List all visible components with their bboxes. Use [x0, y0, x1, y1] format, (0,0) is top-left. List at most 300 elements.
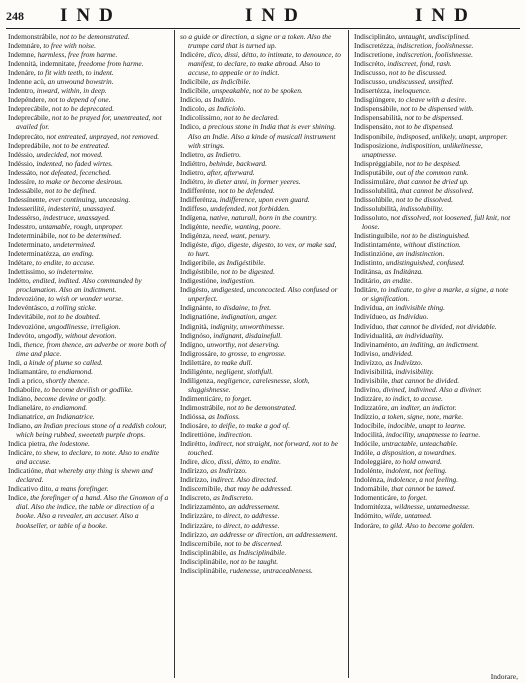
dictionary-entry	[8, 168, 170, 177]
definition: that cannot be dried up.	[397, 176, 469, 186]
headword: Indispensáto,	[354, 122, 394, 132]
headword: Indifferénza,	[180, 194, 218, 204]
definition: to gild. Also to become golden.	[382, 520, 475, 530]
definition: not to be demonstrated.	[59, 32, 130, 41]
definition: not to be discerned.	[224, 538, 283, 548]
dictionary-entry	[8, 303, 170, 312]
headword: Indettissimo,	[8, 267, 47, 277]
headword: Indisciplináto,	[354, 32, 397, 41]
headword: Indiscréto,	[354, 59, 386, 69]
definition: not defeated, fecenched.	[39, 167, 112, 177]
dictionary-entry	[354, 376, 516, 385]
dictionary-entry	[180, 322, 342, 331]
headword: Indissolubilità,	[354, 203, 399, 213]
definition: undetermined.	[53, 240, 96, 250]
dictionary-entry	[180, 86, 342, 95]
headword: Indigrossáre,	[180, 348, 219, 358]
definition: an indivisible thing.	[386, 303, 445, 313]
definition: without distinction.	[403, 240, 461, 250]
definition: as Inditánza.	[384, 267, 423, 277]
headword: Indiano,	[8, 421, 33, 431]
definition: indirect. Also directed.	[210, 475, 278, 485]
headword: Indirettióne,	[180, 430, 217, 440]
definition: as Indízio.	[204, 95, 236, 105]
dictionary-entry	[8, 294, 170, 303]
dictionary-entry	[354, 358, 516, 367]
headword: Indisponíbile,	[354, 131, 395, 141]
headword: Indeprecáto,	[8, 131, 45, 141]
headword: Inditário,	[354, 276, 382, 286]
dictionary-entry	[180, 521, 342, 530]
definition: not to be dispensed.	[404, 113, 464, 123]
definition: native, naturall, born in the country.	[209, 212, 318, 222]
headword: Indeterminato,	[8, 240, 52, 250]
definition: not entreated, unprayed, not removed.	[46, 131, 160, 141]
definition: to grosse, to engrosse.	[220, 348, 287, 358]
dictionary-entry	[354, 312, 516, 321]
headword: Indisposizione,	[354, 140, 399, 150]
definition: to become devilish or godlike.	[44, 384, 134, 394]
definition: untamable, rough, unproper.	[38, 221, 124, 231]
definition: not to be distinguished.	[400, 231, 470, 241]
definition: indiscretion, foolishnesse.	[396, 50, 474, 60]
headword: Indígena,	[180, 212, 208, 222]
dictionary-entry	[354, 331, 516, 340]
dictionary-entry	[354, 177, 516, 186]
headword: Indesstro,	[8, 221, 37, 231]
headword: Indepéndere,	[8, 95, 47, 105]
definition: an Indian precious stone of a reddish colour, which being rubbed, sweeteth purple drops.	[16, 421, 167, 440]
headword: Indietro,	[180, 149, 206, 159]
headword: Indifferénte,	[180, 185, 217, 195]
definition: to direct, to addresse.	[215, 520, 280, 530]
dictionary-entry	[180, 430, 342, 439]
definition: ineloquence.	[393, 86, 431, 96]
dictionary-entry	[8, 141, 170, 150]
definition: to shew, to declare, to note. Also to endite and accuse.	[16, 448, 160, 467]
dictionary-entry	[354, 349, 516, 358]
dictionary-entry	[8, 213, 170, 222]
dictionary-entry	[354, 50, 516, 59]
headword: Indéssio,	[8, 149, 35, 159]
definition: as Indivízzo.	[385, 357, 423, 367]
headword: Indiffeso,	[180, 203, 209, 213]
dictionary-entry	[354, 502, 516, 511]
headword: Indétto,	[8, 276, 31, 286]
dictionary-entry	[8, 231, 170, 240]
dictionary-entry	[354, 394, 516, 403]
headword: Indomitézza,	[354, 502, 393, 512]
dictionary-entry	[180, 358, 342, 367]
headword: Indigéste,	[180, 240, 209, 250]
headword: Indemonstrábile,	[8, 32, 58, 41]
dictionary-entry	[8, 258, 170, 267]
dictionary-entry	[354, 521, 516, 530]
definition: that cannot be divided.	[391, 375, 460, 385]
headword: Inditánsa,	[354, 267, 383, 277]
dictionary-entry	[8, 493, 170, 529]
headword: Indizzáre,	[354, 393, 384, 403]
headword: Indício,	[180, 95, 203, 105]
dictionary-entry	[354, 303, 516, 312]
dictionary-entry	[8, 68, 170, 77]
dictionary-entry	[180, 466, 342, 475]
dictionary-entry	[180, 475, 342, 484]
headword: Indiscusso,	[354, 68, 388, 78]
definition: harmless, free from harme.	[37, 50, 118, 60]
headword: Indispréggiabile,	[354, 158, 404, 168]
headword: Indeterminábile,	[8, 231, 57, 241]
dictionary-entry	[8, 150, 170, 159]
headword: Indigénza,	[180, 231, 211, 241]
definition: a precious stone in India that is ever shining. Also an Indie. Also a kinde of musicall instrument with strings.	[188, 122, 336, 150]
dictionary-entry	[8, 331, 170, 340]
headword: Indígno,	[180, 339, 205, 349]
dictionary-entry	[354, 104, 516, 113]
definition: indesterité, unassayed.	[47, 203, 116, 213]
definition: not to be doubted.	[47, 312, 101, 322]
dictionary-entry	[180, 168, 342, 177]
dictionary-entry	[180, 159, 342, 168]
headword: Indignánte,	[180, 303, 214, 313]
definition: to endiamond.	[50, 366, 93, 376]
headword: Indirizzáre,	[180, 511, 214, 521]
definition: to free with noise.	[43, 41, 96, 51]
dictionary-entry	[8, 195, 170, 204]
entry-column-1	[8, 32, 170, 678]
dictionary-entry	[180, 276, 342, 285]
dictionary-entry	[180, 195, 342, 204]
dictionary-entry	[180, 95, 342, 104]
definition: divined, indivined. Also a diviner.	[382, 384, 482, 394]
headword: Indi,	[8, 339, 22, 349]
headword: Indevóto,	[8, 330, 37, 340]
definition: behinde, backward.	[209, 158, 267, 168]
running-head-right: IND	[415, 5, 477, 26]
dictionary-entry	[8, 421, 170, 439]
headword: Indiosáre,	[180, 421, 210, 431]
dictionary-entry	[8, 367, 170, 376]
dictionary-entry	[180, 231, 342, 240]
headword: Indignóso,	[180, 330, 212, 340]
definition: indiscretion, foolishnesse.	[396, 41, 474, 51]
headword: Indisciplinábile,	[180, 556, 228, 566]
definition: an indistinction.	[396, 249, 445, 259]
definition: to hold onward.	[395, 457, 442, 467]
dictionary-entry	[8, 113, 170, 131]
definition: not to be declared.	[223, 113, 280, 123]
dictionary-entry	[354, 258, 516, 267]
definition: an inditer, an indictor.	[390, 402, 457, 412]
headword: Indocilità,	[354, 430, 385, 440]
dictionary-entry	[354, 285, 516, 303]
definition: indolent, not feeling.	[385, 466, 447, 476]
dictionary-entry	[180, 240, 342, 258]
entry-column-2	[180, 32, 342, 678]
definition: indignation, anger.	[221, 312, 278, 322]
definition: an unwound bowstrin.	[47, 77, 114, 87]
headword: Indiéttro,	[180, 158, 208, 168]
headword: Indietro,	[180, 167, 206, 177]
dictionary-entry	[180, 77, 342, 86]
dictionary-entry	[180, 566, 342, 575]
headword: Indóle,	[354, 448, 375, 458]
dictionary-entry	[180, 122, 342, 149]
headword: Indissimuláre,	[354, 176, 397, 186]
dictionary-entry	[180, 511, 342, 520]
definition: indocility, unaptnesse to learne.	[386, 430, 481, 440]
definition: freedome from harme.	[78, 59, 144, 69]
headword: Indirétto,	[180, 439, 208, 449]
definition: a kinde of plume so called.	[23, 357, 103, 367]
dictionary-entry	[180, 412, 342, 421]
definition: untractable, unteachable.	[381, 439, 458, 449]
dictionary-entry	[180, 213, 342, 222]
definition: dico, dissi, détto, to endite.	[201, 457, 282, 467]
definition: after, afterward.	[207, 167, 255, 177]
dictionary-entry	[8, 403, 170, 412]
dictionary-entry	[354, 132, 516, 141]
definition: indocible, unapt to learne.	[387, 421, 466, 431]
headword: Indica pietra,	[8, 439, 47, 449]
dictionary-entry	[354, 240, 516, 249]
dictionary-entry	[180, 367, 342, 376]
headword: Indomenticáre,	[354, 493, 399, 503]
dictionary-entry	[8, 177, 170, 186]
dictionary-entry	[354, 141, 516, 159]
definition: wilde, untamed.	[384, 511, 432, 521]
definition: ever continuing, unceasing.	[48, 194, 131, 204]
headword: Indevitábile,	[8, 312, 46, 322]
dictionary-entry	[180, 457, 342, 466]
definition: an endite.	[383, 276, 413, 286]
definition: digo, digeste, digesto, to vex, or make sad, to hurt.	[188, 240, 337, 259]
dictionary-entry	[180, 403, 342, 412]
definition: the lodestone.	[48, 439, 90, 449]
definition: not to depend of one.	[48, 95, 111, 105]
headword: Indico,	[180, 122, 201, 132]
column-divider	[348, 30, 349, 678]
dictionary-entry	[8, 32, 170, 41]
definition: a mans forefinger.	[55, 484, 109, 494]
definition: to forget.	[224, 393, 252, 403]
headword: Indicolíssimo,	[180, 113, 223, 123]
headword: Indírizzo,	[180, 466, 209, 476]
definition: not dissolved, not loosened, full knit, not loose.	[362, 212, 511, 231]
definition: dico, dissi, détto, to intimate, to denounce, to manifest, to declare, to make abroad. Also to accuse, to appeale or to indict.	[188, 50, 341, 78]
headword: Individualità,	[354, 330, 394, 340]
dictionary-entry	[180, 150, 342, 159]
dictionary-entry	[354, 430, 516, 439]
headword: Indocíbile,	[354, 421, 386, 431]
dictionary-entry	[180, 548, 342, 557]
dictionary-entry	[180, 439, 342, 457]
dictionary-entry	[354, 122, 516, 131]
headword: Indirízzo,	[180, 529, 209, 539]
definition: that cannot be divided, not dividable.	[386, 321, 497, 331]
headword: Indiétro,	[180, 176, 206, 186]
dictionary-entry	[354, 267, 516, 276]
dictionary-entry	[180, 539, 342, 548]
dictionary-entry	[354, 249, 516, 258]
definition: not to be despised.	[405, 158, 461, 168]
headword: Indilettáre,	[180, 357, 213, 367]
dictionary-entry	[8, 312, 170, 321]
definition: out of the common rank.	[396, 167, 469, 177]
definition: to make or become desirous.	[38, 176, 123, 186]
definition: not to be dissolved.	[395, 194, 453, 204]
dictionary-entry	[180, 394, 342, 403]
page-number: 248	[6, 9, 24, 23]
definition: unspeakable, not to be spoken.	[212, 86, 303, 96]
headword: Indispensábile,	[354, 104, 399, 114]
dictionary-entry	[8, 394, 170, 403]
definition: undistinguished, confused.	[386, 258, 465, 268]
entry-column-3	[354, 32, 516, 678]
definition: to forget.	[400, 493, 428, 503]
definition: that whereby any thing is shewn and declared.	[16, 466, 153, 485]
headword: Indimostrábile,	[180, 402, 225, 412]
definition: so indetermine.	[48, 267, 94, 277]
definition: as Indiscreto.	[213, 493, 254, 503]
headword: Indisgiúngere,	[354, 95, 397, 105]
dictionary-entry	[180, 349, 342, 358]
definition: indented, no faded wirtes.	[36, 158, 113, 168]
dictionary-entry	[180, 331, 342, 340]
headword: Indirízzo,	[180, 475, 209, 485]
headword: Indisciplinábile,	[180, 547, 228, 557]
headword: Indesserilíté,	[8, 203, 46, 213]
dictionary-entry	[354, 403, 516, 412]
definition: not to be defended.	[218, 185, 275, 195]
dictionary-entry	[180, 484, 342, 493]
definition: an addresse or direction, an addressement.	[210, 529, 338, 539]
definition: indigestion.	[220, 276, 255, 286]
definition: unworthy, not deserving.	[206, 339, 280, 349]
definition: not to be taught.	[229, 556, 279, 566]
definition: as Indirízzo.	[210, 466, 247, 476]
running-head-center: IND	[245, 5, 307, 26]
dictionary-entry	[8, 267, 170, 276]
definition: to cleave with a desire.	[398, 95, 467, 105]
headword: Indómito,	[354, 511, 383, 521]
dictionary-entry	[354, 168, 516, 177]
headword: Indimenticáre,	[180, 393, 223, 403]
headword: Indispensabilità,	[354, 113, 403, 123]
dictionary-entry	[8, 77, 170, 86]
dictionary-entry	[8, 340, 170, 358]
headword: Indigéstibile,	[180, 267, 219, 277]
column-divider	[174, 30, 175, 678]
definition: to fit with teeth, to indent.	[37, 68, 114, 78]
headword: Indeprecábile,	[8, 113, 51, 123]
dictionary-entry	[354, 213, 516, 231]
definition: not to be dispensed with.	[400, 104, 474, 114]
dictionary-entry	[354, 86, 516, 95]
headword: Indenne acù,	[8, 77, 46, 87]
dictionary-entry	[8, 222, 170, 231]
dictionary-entry	[8, 186, 170, 195]
definition: a disposition, a towardnes.	[376, 448, 457, 458]
definition: shortly thence.	[45, 375, 90, 385]
headword: Indivídueo,	[354, 312, 388, 322]
dictionary-entry	[354, 231, 516, 240]
definition: an ending.	[62, 249, 94, 259]
headword: Indoráre,	[354, 520, 381, 530]
definition: as Indigéstibile.	[218, 258, 266, 268]
headword: Indomábile,	[354, 484, 390, 494]
headword: Indiviso,	[354, 348, 381, 358]
dictionary-entry	[354, 493, 516, 502]
headword: Indivíno,	[354, 384, 381, 394]
headword: Indenáre,	[8, 68, 36, 78]
headword: Indicolo,	[180, 104, 207, 114]
definition: not to be prayed for, unentreated, not availed for.	[16, 113, 162, 132]
definition: undecided, not moved.	[36, 149, 103, 159]
headword: Indivízzo,	[354, 357, 384, 367]
definition: as Indietro.	[207, 149, 241, 159]
definition: to endiamond.	[44, 402, 88, 412]
dictionary-entry	[354, 41, 516, 50]
headword: Indissoluto,	[354, 212, 389, 222]
headword: Indianatríce,	[8, 411, 46, 421]
dictionary-entry	[354, 322, 516, 331]
dictionary-entry	[8, 412, 170, 421]
running-head-left: IND	[60, 5, 122, 26]
definition: indestruce, unassayed.	[42, 212, 111, 222]
headword: Indolénza,	[354, 475, 385, 485]
headword: Indignatióne,	[180, 312, 220, 322]
definition: as Indisciplinábile.	[229, 547, 287, 557]
headword: Indessérso,	[8, 212, 42, 222]
headword: Indicatióne,	[8, 466, 44, 476]
dictionary-entry	[354, 159, 516, 168]
dictionary-entry	[354, 466, 516, 475]
catchword: Indorare,	[490, 672, 518, 681]
definition: negligent, slothfull.	[215, 366, 274, 376]
headword: Indirizzaménto,	[180, 502, 227, 512]
dictionary-entry	[8, 204, 170, 213]
dictionary-entry	[180, 204, 342, 213]
definition: an individuality.	[395, 330, 444, 340]
headword: Indicativo dito,	[8, 484, 54, 494]
definition: not to be demonstrated.	[226, 402, 297, 412]
definition: the forefinger of a hand. Also the Gnomon of a dial. Also the indice, the table or direction of a booke. Also a revealer, an accuser. Also a bookseller, or table of a booke.	[16, 493, 169, 530]
headword: Indessábile,	[8, 185, 44, 195]
dictionary-entry	[354, 439, 516, 448]
dictionary-entry	[354, 484, 516, 493]
headword: Indoleggiáre,	[354, 457, 394, 467]
headword: Indessáto,	[8, 167, 38, 177]
definition: an Indianatrice.	[47, 411, 95, 421]
dictionary-entry	[8, 276, 170, 294]
definition: thence, from thence, an adverbe or more both of time and place.	[16, 339, 166, 358]
dictionary-entry	[180, 421, 342, 430]
headword: Indivídua,	[354, 303, 385, 313]
definition: not to be determined.	[58, 231, 122, 241]
headword: Indivisibilità,	[354, 366, 394, 376]
definition: to deifie, to make a god of.	[211, 421, 291, 431]
dictionary-entry	[180, 493, 342, 502]
definition: to endite, to accuse.	[35, 258, 95, 268]
headword: Indistintaménte,	[354, 240, 402, 250]
definition: indignity, unworthinesse.	[210, 321, 285, 331]
dictionary-entry	[354, 448, 516, 457]
definition: undivided.	[381, 348, 413, 358]
headword: Indizzatóre,	[354, 402, 390, 412]
headword: Indócile,	[354, 439, 381, 449]
definition: become devine or godly.	[34, 393, 107, 403]
